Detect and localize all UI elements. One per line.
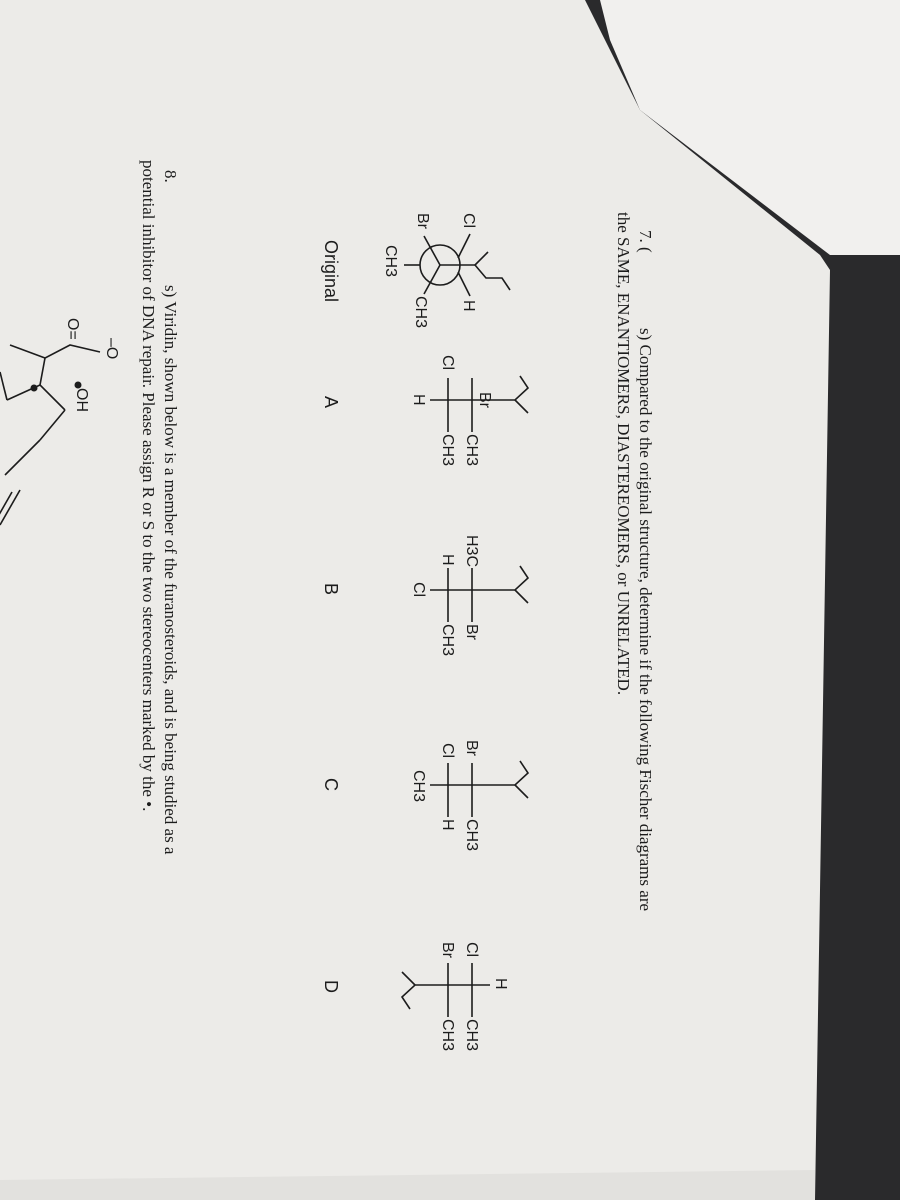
- a-ch3-bottom-label: CH3: [439, 434, 456, 467]
- label-b: B: [321, 583, 341, 596]
- stereocenter-dot: [75, 382, 82, 389]
- original-br-label: Br: [414, 213, 431, 229]
- d-h-label: H: [492, 978, 509, 990]
- b-ch3-label: CH3: [439, 624, 456, 657]
- viridin-o-minus-label: –O: [103, 338, 120, 360]
- original-cl-label: Cl: [460, 213, 477, 229]
- a-br-label: Br: [476, 392, 493, 408]
- c-ch3-bottom-label: CH3: [410, 770, 427, 803]
- label-d: D: [321, 980, 341, 993]
- q7-number: 7. (: [636, 230, 655, 253]
- b-br-label: Br: [463, 624, 480, 640]
- a-h-label: H: [410, 394, 427, 406]
- b-cl-label: Cl: [410, 582, 427, 598]
- original-bottom-ch3-label: CH3: [382, 245, 399, 278]
- d-ch3-bottom-label: CH3: [439, 1019, 456, 1052]
- b-h-label: H: [439, 554, 456, 566]
- q7-prompt-line1: s) Compared to the original structure, determine if the following Fischer diagrams are: [636, 328, 655, 912]
- b-h3c-label: H3C: [463, 535, 480, 568]
- c-cl-label: Cl: [439, 743, 456, 759]
- q8-prompt-line2: potential inhibitor of DNA repair. Please assign R or S to the two stereocenters marked by the •.: [139, 160, 158, 812]
- original-h-label: H: [460, 300, 477, 312]
- viridin-oh-label: OH: [73, 388, 90, 412]
- c-br-label: Br: [463, 740, 480, 756]
- q8-number: 8.: [161, 170, 180, 183]
- c-h-label: H: [439, 819, 456, 831]
- d-cl-label: Cl: [463, 942, 480, 958]
- q7-prompt-line2: the SAME, ENANTIOMERS, DIASTEREOMERS, or UNRELATED.: [614, 212, 633, 696]
- stereocenter-dot: [31, 385, 38, 392]
- label-a: A: [321, 396, 341, 409]
- d-ch3-top-label: CH3: [463, 1019, 480, 1052]
- viridin-carbonyl-o-label: O=: [64, 318, 81, 340]
- c-ch3-label: CH3: [463, 819, 480, 852]
- a-ch3-top-label: CH3: [463, 434, 480, 467]
- label-original: Original: [321, 240, 341, 303]
- label-c: C: [321, 778, 341, 791]
- a-cl-label: Cl: [439, 355, 456, 371]
- q8-prompt-line1: s) Viridin, shown below is a member of the furanosteroids, and is being studied as a: [161, 285, 180, 855]
- original-ch3-label: CH3: [412, 296, 429, 329]
- d-br-label: Br: [439, 942, 456, 958]
